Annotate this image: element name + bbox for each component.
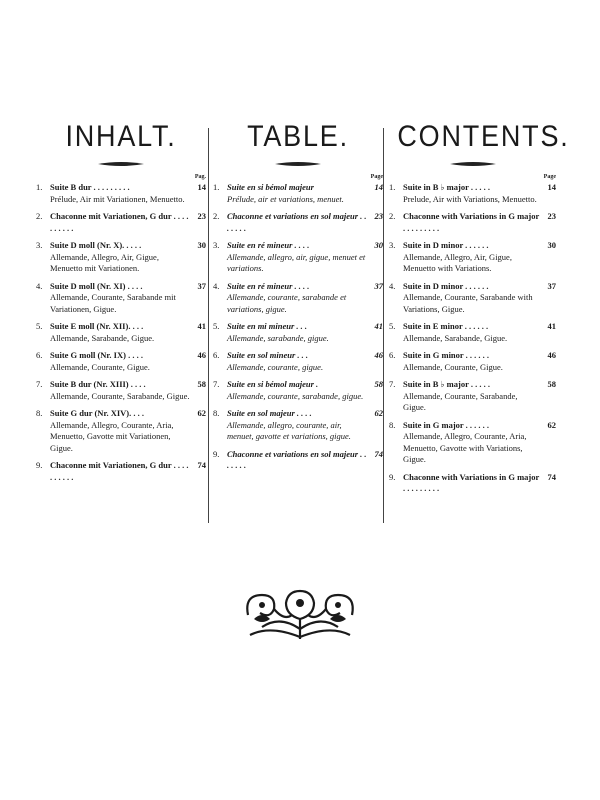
toc-entry xyxy=(213,281,383,316)
entry-body xyxy=(227,408,367,443)
entry-body xyxy=(50,240,190,275)
entry-body xyxy=(403,281,540,316)
entry-movements: Allemande, sarabande, gigue. xyxy=(227,332,329,343)
entry-page-number: 46 xyxy=(374,350,383,360)
entry-number: 2. xyxy=(36,211,43,221)
toc-entry xyxy=(36,321,206,344)
entry-movements: Allemande, Courante, Sarabande, Gigue. xyxy=(403,390,518,412)
entry-title: Suite en ré mineur . . . . xyxy=(227,280,310,291)
entry-title: Chaconne with Variations in G major . . . . . . . . . xyxy=(403,471,540,493)
entry-number: 5. xyxy=(213,321,220,331)
entry-movements: Allemande, courante, sarabande et variations, gigue. xyxy=(227,292,347,314)
entry-body xyxy=(50,408,190,454)
heading-table: TABLE. xyxy=(247,120,349,153)
toc-entry xyxy=(389,350,556,373)
toc-entry xyxy=(389,211,556,234)
toc-entry xyxy=(213,182,383,205)
entry-page-number: 74 xyxy=(547,471,556,482)
entry-title: Suite in D minor . . . . . . xyxy=(403,240,489,250)
entry-movements: Prélude, Air mit Variationen, Menuetto. xyxy=(50,193,185,204)
entry-title: Suite en sol majeur . . . . xyxy=(227,408,312,418)
toc-entry xyxy=(389,472,556,495)
toc-entry xyxy=(389,240,556,275)
toc-entry xyxy=(213,379,383,402)
entry-title: Suite en ré mineur . . . . xyxy=(227,240,310,250)
entry-number: 7. xyxy=(213,379,220,389)
entry-page-number: 37 xyxy=(374,280,383,291)
entry-number: 6. xyxy=(36,350,43,360)
entry-body xyxy=(403,379,540,414)
entry-number: 3. xyxy=(213,240,220,250)
entry-number: 7. xyxy=(36,379,43,389)
heading-contents: CONTENTS. xyxy=(397,120,570,153)
toc-entry xyxy=(36,240,206,275)
toc-entry xyxy=(389,321,556,344)
entry-title: Suite B dur . . . . . . . . . xyxy=(50,182,130,192)
entry-movements: Allemande, courante, sarabande, gigue. xyxy=(227,390,364,401)
toc-entry xyxy=(389,379,556,414)
entry-body xyxy=(50,211,190,234)
entry-body xyxy=(227,350,367,373)
entry-body xyxy=(403,240,540,275)
toc-entry xyxy=(213,408,383,443)
entry-page-number: 37 xyxy=(197,280,206,291)
entry-page-number: 30 xyxy=(374,240,383,250)
entry-movements: Allemande, Allegro, Courante, Aria, Menuetto, Gavotte mit Variationen, Gigue. xyxy=(50,419,174,453)
entry-page-number: 14 xyxy=(197,182,206,192)
entry-page-number: 23 xyxy=(374,211,383,221)
entry-page-number: 58 xyxy=(197,379,206,389)
entry-body xyxy=(227,182,367,205)
entry-page-number: 41 xyxy=(374,321,383,331)
entry-number: 1. xyxy=(213,182,220,192)
entry-number: 4. xyxy=(389,280,396,291)
entry-page-number: 41 xyxy=(197,321,206,331)
entry-page-number: 14 xyxy=(374,182,383,192)
floral-vignette-icon xyxy=(240,585,360,643)
entry-body xyxy=(403,182,540,205)
entry-page-number: 14 xyxy=(547,182,556,192)
entry-title: Chaconne with Variations in G major . . . . . . . . . xyxy=(403,211,540,233)
toc-entry xyxy=(36,211,206,234)
entry-body xyxy=(50,350,190,373)
entry-body xyxy=(50,460,190,483)
entry-number: 6. xyxy=(389,350,396,360)
entry-page-number: 41 xyxy=(547,321,556,331)
entry-title: Chaconne et variations en sol majeur . . . . . . . xyxy=(227,211,367,233)
entry-number: 4. xyxy=(36,280,43,291)
entry-page-number: 62 xyxy=(197,408,206,418)
entry-movements: Allemande, allegro, air, gigue, menuet et variations. xyxy=(227,251,366,273)
toc-entry xyxy=(36,281,206,316)
entry-movements: Allemande, Sarabande, Gigue. xyxy=(403,332,508,343)
entry-page-number: 23 xyxy=(547,211,556,221)
entry-number: 8. xyxy=(36,408,43,418)
toc-entry xyxy=(36,182,206,205)
entry-title: Suite in G minor . . . . . . xyxy=(403,350,490,360)
entry-movements: Allemande, courante, gigue. xyxy=(227,361,324,372)
page-label: Page xyxy=(370,174,383,180)
entry-page-number: 37 xyxy=(547,280,556,291)
entry-movements: Allemande, Sarabande, Gigue. xyxy=(50,332,155,343)
entry-page-number: 74 xyxy=(197,460,206,470)
entry-title: Chaconne mit Variationen, G dur . . . . . . . . . . xyxy=(50,460,189,482)
entry-title: Suite in E minor . . . . . . xyxy=(403,321,489,331)
entry-number: 6. xyxy=(213,350,220,360)
entry-movements: Allemande, Courante, Sarabande mit Variationen, Gigue. xyxy=(50,292,176,314)
toc-entry xyxy=(389,182,556,205)
entry-title: Suite en si bémol majeur . xyxy=(227,379,319,389)
entry-body xyxy=(403,350,540,373)
entry-movements: Allemande, Allegro, Air, Gigue, Menuetto mit Variationen. xyxy=(50,251,159,273)
entry-title: Chaconne mit Variationen, G dur . . . . . . . . . . xyxy=(50,211,189,233)
entry-title: Suite G dur (Nr. XIV). . . . xyxy=(50,408,144,418)
entry-body xyxy=(50,281,190,316)
entry-number: 4. xyxy=(213,280,220,291)
entry-number: 5. xyxy=(36,321,43,331)
toc-entry xyxy=(213,211,383,234)
entry-movements: Allemande, Allegro, Courante, Aria, Menuetto, Gavotte with Variations, Gigue. xyxy=(403,431,527,464)
entry-body xyxy=(227,240,367,275)
column-french xyxy=(213,120,383,478)
entry-page-number: 46 xyxy=(197,350,206,360)
entry-movements: Allemande, Courante, Sarabande with Variations, Gigue. xyxy=(403,292,533,314)
entry-body xyxy=(227,211,367,234)
toc-entry xyxy=(213,350,383,373)
entry-page-number: 62 xyxy=(547,419,556,430)
entry-number: 5. xyxy=(389,321,396,331)
entry-movements: Allemande, Courante, Gigue. xyxy=(50,361,150,372)
entry-title: Suite en mi mineur . . . xyxy=(227,321,308,331)
toc-entry xyxy=(36,460,206,483)
entry-body xyxy=(227,449,367,472)
entry-body xyxy=(227,281,367,316)
entry-body xyxy=(403,211,540,234)
entry-page-number: 46 xyxy=(547,350,556,360)
heading-inhalt: INHALT. xyxy=(65,120,177,153)
toc-entry xyxy=(213,449,383,472)
toc-entry xyxy=(36,408,206,454)
entry-title: Suite B dur (Nr. XIII) . . . . xyxy=(50,379,146,389)
entry-body xyxy=(403,472,540,495)
entry-title: Suite G moll (Nr. IX) . . . . xyxy=(50,350,143,360)
entry-number: 8. xyxy=(213,408,220,418)
toc-entry xyxy=(389,420,556,466)
entry-title: Suite in B ♭ major . . . . . xyxy=(403,182,490,192)
toc-entry xyxy=(389,281,556,316)
entry-page-number: 58 xyxy=(374,379,383,389)
page-label: Page xyxy=(543,174,556,180)
entry-number: 9. xyxy=(36,460,43,470)
entry-title: Suite D moll (Nr. XI) . . . . xyxy=(50,280,143,291)
column-english xyxy=(389,120,570,501)
entry-movements: Allemande, Courante, Sarabande, Gigue. xyxy=(50,390,190,401)
entry-movements: Allemande, Allegro, Air, Gigue, Menuetto with Variations. xyxy=(403,251,512,273)
entry-page-number: 58 xyxy=(547,379,556,389)
entry-number: 1. xyxy=(36,182,43,192)
entry-title: Suite D moll (Nr. X). . . . . xyxy=(50,240,142,250)
entry-movements: Prelude, Air with Variations, Menuetto. xyxy=(403,193,537,204)
page-label: Pag. xyxy=(194,174,206,180)
entry-number: 3. xyxy=(389,240,396,250)
entry-number: 2. xyxy=(389,211,396,221)
entry-number: 9. xyxy=(389,471,396,482)
entry-movements: Allemande, Courante, Gigue. xyxy=(403,361,503,372)
entry-number: 9. xyxy=(213,448,220,459)
entry-page-number: 62 xyxy=(374,408,383,418)
entry-body xyxy=(50,379,190,402)
entry-number: 7. xyxy=(389,379,396,389)
entry-body xyxy=(50,182,190,205)
toc-entry xyxy=(213,321,383,344)
toc-entry xyxy=(36,350,206,373)
entry-page-number: 30 xyxy=(197,240,206,250)
toc-entry xyxy=(213,240,383,275)
entry-body xyxy=(227,379,367,402)
entry-title: Suite in D minor . . . . . . xyxy=(403,280,489,291)
column-german xyxy=(36,120,206,489)
entry-body xyxy=(50,321,190,344)
divider-ornament-icon xyxy=(275,160,321,168)
entry-number: 3. xyxy=(36,240,43,250)
entry-title: Suite E moll (Nr. XII). . . . xyxy=(50,321,144,331)
entry-page-number: 23 xyxy=(197,211,206,221)
entry-title: Suite in B ♭ major . . . . . xyxy=(403,379,490,389)
column-divider xyxy=(208,128,209,523)
column-divider xyxy=(383,128,384,523)
entry-page-number: 74 xyxy=(374,448,383,459)
entry-movements: Prélude, air et variations, menuet. xyxy=(227,193,344,204)
entry-title: Chaconne et variations en sol majeur . . . . . . . xyxy=(227,448,367,470)
entry-number: 1. xyxy=(389,182,396,192)
entry-number: 2. xyxy=(213,211,220,221)
divider-ornament-icon xyxy=(98,160,144,168)
entry-number: 8. xyxy=(389,419,396,430)
entry-title: Suite en sol mineur . . . xyxy=(227,350,309,360)
toc-entry xyxy=(36,379,206,402)
entry-title: Suite en si bémol majeur xyxy=(227,182,314,192)
entry-page-number: 30 xyxy=(547,240,556,250)
entry-title: Suite in G major . . . . . . xyxy=(403,419,490,430)
divider-ornament-icon xyxy=(450,160,496,168)
entry-movements: Allemande, allegro, courante, air, menuet, gavotte et variations, gigue. xyxy=(227,419,351,441)
entry-body xyxy=(403,321,540,344)
entry-body xyxy=(227,321,367,344)
entry-body xyxy=(403,420,540,466)
